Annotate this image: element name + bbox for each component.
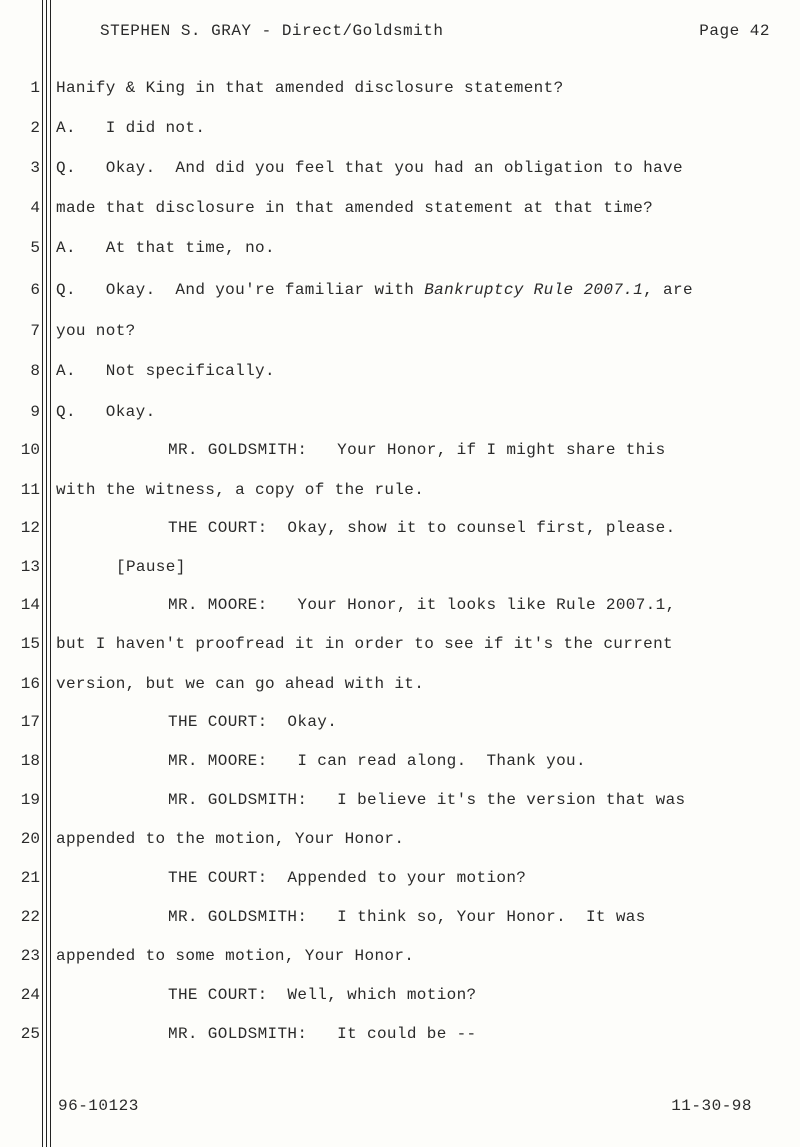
line-number: 7 <box>30 322 40 340</box>
transcript-line: you not? <box>56 322 136 340</box>
line-number: 2 <box>30 119 40 137</box>
transcript-line: [Pause] <box>116 558 186 576</box>
line-number: 1 <box>30 79 40 97</box>
transcript-text: Q. Okay. And you're familiar with <box>56 281 425 299</box>
transcript-line <box>56 280 693 300</box>
line-number: 13 <box>20 558 40 576</box>
line-number: 23 <box>20 947 40 965</box>
transcript-line: MR. MOORE: I can read along. Thank you. <box>168 752 586 770</box>
line-number: 21 <box>20 869 40 887</box>
line-number: 6 <box>30 281 40 299</box>
line-number: 24 <box>20 986 40 1004</box>
transcript-line: THE COURT: Okay. <box>168 713 338 731</box>
transcript-line: A. I did not. <box>56 119 206 137</box>
line-number: 10 <box>20 441 40 459</box>
transcript-line: but I haven't proofread it in order to see if it's the current <box>56 635 673 653</box>
transcript-line: MR. GOLDSMITH: Your Honor, if I might share this <box>168 441 666 459</box>
margin-rule <box>46 0 47 1147</box>
line-number: 15 <box>20 635 40 653</box>
transcript-line: MR. GOLDSMITH: It could be -- <box>168 1025 477 1043</box>
line-number: 22 <box>20 908 40 926</box>
margin-rule <box>42 0 43 1147</box>
line-number: 11 <box>20 481 40 499</box>
transcript-line: Hanify & King in that amended disclosure statement? <box>56 79 564 97</box>
page-number: Page 42 <box>699 22 770 40</box>
transcript-line: with the witness, a copy of the rule. <box>56 481 425 499</box>
transcript-line: appended to some motion, Your Honor. <box>56 947 415 965</box>
line-number: 18 <box>20 752 40 770</box>
case-number: 96-10123 <box>58 1097 139 1115</box>
transcript-line: A. At that time, no. <box>56 239 275 257</box>
line-number: 17 <box>20 713 40 731</box>
transcript-line: A. Not specifically. <box>56 362 275 380</box>
transcript-line: THE COURT: Okay, show it to counsel first, please. <box>168 519 676 537</box>
transcript-line: made that disclosure in that amended statement at that time? <box>56 199 654 217</box>
rule-citation: Bankruptcy Rule 2007.1 <box>424 281 644 299</box>
margin-rule <box>50 0 51 1147</box>
header-title: STEPHEN S. GRAY - Direct/Goldsmith <box>100 22 444 40</box>
line-number: 14 <box>20 596 40 614</box>
line-number: 20 <box>20 830 40 848</box>
transcript-date: 11-30-98 <box>671 1097 752 1115</box>
transcript-line: Q. Okay. And did you feel that you had an obligation to have <box>56 159 683 177</box>
line-number: 25 <box>20 1025 40 1043</box>
line-number: 4 <box>30 199 40 217</box>
line-number: 3 <box>30 159 40 177</box>
transcript-line: MR. GOLDSMITH: I think so, Your Honor. It was <box>168 908 646 926</box>
line-number: 9 <box>30 403 40 421</box>
transcript-line: THE COURT: Appended to your motion? <box>168 869 527 887</box>
transcript-line: version, but we can go ahead with it. <box>56 675 425 693</box>
transcript-line: Q. Okay. <box>56 403 156 421</box>
transcript-line: MR. GOLDSMITH: I believe it's the version that was <box>168 791 686 809</box>
transcript-text: , are <box>643 281 693 299</box>
transcript-line: THE COURT: Well, which motion? <box>168 986 477 1004</box>
line-number: 12 <box>20 519 40 537</box>
line-number: 19 <box>20 791 40 809</box>
line-number: 8 <box>30 362 40 380</box>
line-number: 5 <box>30 239 40 257</box>
transcript-line: MR. MOORE: Your Honor, it looks like Rule 2007.1, <box>168 596 676 614</box>
line-number: 16 <box>20 675 40 693</box>
transcript-line: appended to the motion, Your Honor. <box>56 830 405 848</box>
